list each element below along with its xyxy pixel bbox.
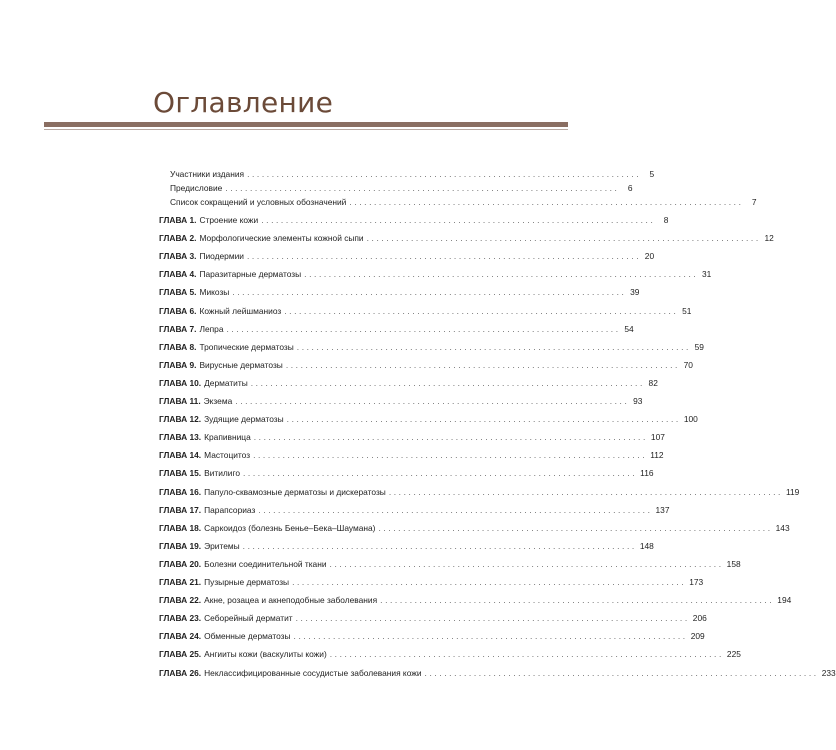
- toc-page-number: 6: [627, 183, 633, 193]
- toc-chapter-item[interactable]: [159, 666, 836, 680]
- toc-chapter-label: ГЛАВА 15.: [159, 468, 202, 479]
- toc-entry-title: Участники издания: [170, 169, 245, 179]
- toc-leader-dots: ................................................................................: [286, 414, 681, 425]
- toc-page-number: 7: [751, 197, 757, 207]
- toc-leader-dots: ................................................................................: [284, 305, 679, 316]
- toc-chapter-label: ГЛАВА 4.: [159, 269, 197, 280]
- toc-chapter-label: ГЛАВА 11.: [159, 396, 201, 406]
- toc-chapter-label: ГЛАВА 13.: [159, 432, 202, 443]
- toc-chapter-label: ГЛАВА 6.: [159, 305, 197, 316]
- toc-entry-title: Микозы: [199, 287, 230, 298]
- toc-chapter-item[interactable]: [159, 376, 658, 390]
- toc-chapter-label: ГЛАВА 8.: [159, 341, 197, 352]
- toc-chapter-label: ГЛАВА 17.: [159, 504, 202, 515]
- toc-chapter-item[interactable]: [159, 412, 698, 426]
- toc-front-item[interactable]: [170, 195, 757, 209]
- toc-leader-dots: ................................................................................: [349, 197, 744, 207]
- toc-page-number: 194: [777, 595, 792, 606]
- toc-chapter-label: ГЛАВА 10.: [159, 377, 202, 388]
- toc-entry-title: Папуло-сквамозные дерматозы и дискератозы: [204, 486, 386, 497]
- toc-chapter-label: ГЛАВА 3.: [159, 251, 197, 262]
- toc-entry-title: Саркоидоз (болезнь Бенье–Бека–Шаумана): [204, 522, 376, 533]
- toc-leader-dots: ................................................................................: [235, 396, 630, 406]
- toc-entry-title: Экзема: [203, 396, 233, 406]
- toc-leader-dots: ................................................................................: [225, 183, 620, 193]
- toc-page-number: 70: [683, 359, 693, 370]
- toc-leader-dots: ................................................................................: [250, 377, 645, 388]
- toc-page-number: 137: [655, 504, 670, 515]
- toc-entry-title: Дерматиты: [204, 377, 248, 388]
- toc-chapter-item[interactable]: [159, 340, 704, 354]
- toc-page-number: 148: [639, 540, 654, 551]
- toc-page-number: 59: [694, 341, 704, 352]
- toc-entry-title: Парапсориаз: [204, 504, 256, 515]
- toc-chapter-item[interactable]: [159, 448, 664, 462]
- toc-leader-dots: ................................................................................: [424, 667, 819, 678]
- toc-entry-title: Пузырные дерматозы: [204, 577, 290, 587]
- toc-entry-title: Обменные дерматозы: [204, 631, 291, 642]
- toc-entry-title: Строение кожи: [199, 215, 259, 225]
- toc-leader-dots: ................................................................................: [243, 468, 638, 479]
- toc-entry-title: Паразитарные дерматозы: [199, 269, 302, 280]
- toc-leader-dots: ................................................................................: [329, 649, 724, 660]
- toc-entry-title: Вирусные дерматозы: [199, 359, 283, 370]
- toc-page-number: 100: [683, 414, 698, 425]
- toc-chapter-item[interactable]: [159, 231, 774, 245]
- toc-page-number: 93: [633, 396, 643, 406]
- toc-entry-title: Предисловие: [170, 183, 223, 193]
- toc-chapter-label: ГЛАВА 14.: [159, 450, 202, 461]
- toc-page-number: 206: [692, 613, 707, 624]
- toc-chapter-item[interactable]: [159, 539, 654, 553]
- toc-leader-dots: ................................................................................: [258, 504, 653, 515]
- toc-entry-title: Лепра: [199, 323, 224, 334]
- toc-entry-title: Неклассифицированные сосудистые заболевания кожи: [204, 667, 422, 678]
- toc-chapter-item[interactable]: [159, 557, 741, 571]
- toc-entry-title: Эритемы: [204, 540, 240, 551]
- toc-leader-dots: ................................................................................: [226, 323, 621, 334]
- toc-chapter-item[interactable]: [159, 285, 640, 299]
- toc-entry-title: Кожный лейшманиоз: [199, 305, 282, 316]
- toc-page-number: 119: [785, 486, 800, 497]
- toc-page-number: 8: [663, 215, 669, 225]
- page-title: Оглавление: [153, 86, 334, 119]
- toc-leader-dots: ................................................................................: [296, 341, 691, 352]
- toc-chapter-label: ГЛАВА 18.: [159, 522, 202, 533]
- toc-page-number: 173: [689, 577, 704, 587]
- toc-chapter-item[interactable]: [159, 593, 792, 607]
- toc-chapter-label: ГЛАВА 21.: [159, 577, 202, 587]
- toc-chapter-label: ГЛАВА 26.: [159, 667, 202, 678]
- toc-entry-title: Мастоцитоз: [204, 450, 251, 461]
- toc-front-item[interactable]: [170, 181, 633, 195]
- toc-page-number: 39: [630, 287, 640, 298]
- toc-chapter-item[interactable]: [159, 503, 670, 517]
- toc-chapter-item[interactable]: [159, 629, 705, 643]
- toc-chapter-label: ГЛАВА 19.: [159, 540, 202, 551]
- toc-page-number: 225: [726, 649, 741, 660]
- toc-chapter-item[interactable]: [159, 213, 669, 227]
- toc-chapter-item[interactable]: [159, 485, 800, 499]
- toc-chapter-label: ГЛАВА 16.: [159, 486, 202, 497]
- toc-entry-title: Себорейный дерматит: [204, 613, 293, 624]
- toc-chapter-label: ГЛАВА 2.: [159, 233, 197, 244]
- toc-leader-dots: ................................................................................: [295, 613, 690, 624]
- toc-entry-title: Витилиго: [204, 468, 240, 479]
- toc-leader-dots: ................................................................................: [253, 450, 648, 461]
- toc-leader-dots: ................................................................................: [232, 287, 627, 298]
- toc-leader-dots: ................................................................................: [246, 251, 642, 262]
- toc-leader-dots: ................................................................................: [304, 269, 699, 280]
- toc-chapter-label: ГЛАВА 20.: [159, 558, 202, 569]
- toc-page-number: 20: [644, 251, 655, 262]
- toc-page-number: 82: [648, 377, 658, 388]
- toc-chapter-label: ГЛАВА 24.: [159, 631, 202, 642]
- toc-entry-title: Пиодермии: [199, 251, 244, 262]
- toc-front-item[interactable]: [170, 167, 655, 181]
- toc-entry-title: Крапивница: [204, 432, 251, 443]
- toc-leader-dots: ................................................................................: [378, 522, 773, 533]
- toc-chapter-item[interactable]: [159, 249, 655, 263]
- toc-chapter-label: ГЛАВА 1.: [159, 215, 197, 225]
- toc-chapter-label: ГЛАВА 22.: [159, 595, 202, 606]
- toc-chapter-item[interactable]: [159, 304, 692, 318]
- toc-page-number: 112: [650, 450, 664, 461]
- toc-entry-title: Болезни соединительной ткани: [204, 558, 327, 569]
- toc-chapter-label: ГЛАВА 7.: [159, 323, 197, 334]
- toc-leader-dots: ................................................................................: [366, 233, 761, 244]
- toc-chapter-label: ГЛАВА 25.: [159, 649, 202, 660]
- toc-entry-title: Список сокращений и условных обозначений: [170, 197, 347, 207]
- toc-chapter-item[interactable]: [159, 358, 693, 372]
- toc-leader-dots: ................................................................................: [388, 486, 783, 497]
- toc-chapter-item[interactable]: [159, 521, 790, 535]
- toc-entry-title: Зудящие дерматозы: [204, 414, 284, 425]
- toc-chapter-label: ГЛАВА 9.: [159, 359, 197, 370]
- toc-page-number: 5: [649, 169, 655, 179]
- toc-page-number: 116: [640, 468, 654, 479]
- toc-chapter-item[interactable]: [159, 394, 643, 408]
- toc-entry-title: Морфологические элементы кожной сыпи: [199, 233, 364, 244]
- toc-chapter-item[interactable]: [159, 322, 634, 336]
- toc-leader-dots: ................................................................................: [285, 359, 680, 370]
- toc-leader-dots: ................................................................................: [253, 432, 648, 443]
- toc-chapter-item[interactable]: [159, 430, 665, 444]
- toc-chapter-label: ГЛАВА 12.: [159, 414, 202, 425]
- toc-page-number: 51: [682, 305, 692, 316]
- toc-page-number: 107: [650, 432, 665, 443]
- toc-page-number: 143: [775, 522, 790, 533]
- toc-page-number: 233: [821, 667, 836, 678]
- toc-leader-dots: ................................................................................: [380, 595, 775, 606]
- toc-chapter-item[interactable]: [159, 575, 704, 589]
- toc-chapter-label: ГЛАВА 5.: [159, 287, 197, 298]
- toc-leader-dots: ................................................................................: [261, 215, 656, 225]
- toc-leader-dots: ................................................................................: [293, 631, 688, 642]
- toc-entry-title: Акне, розацеа и акнеподобные заболевания: [204, 595, 378, 606]
- toc-page-number: 12: [764, 233, 774, 244]
- toc-leader-dots: ................................................................................: [247, 169, 642, 179]
- toc-page-number: 158: [726, 558, 741, 569]
- toc-entry-title: Тропические дерматозы: [199, 341, 294, 352]
- toc-chapter-item[interactable]: [159, 466, 654, 480]
- toc-chapter-item[interactable]: [159, 647, 741, 661]
- toc-page-number: 54: [624, 323, 634, 334]
- toc-page-number: 31: [702, 269, 712, 280]
- toc-chapter-item[interactable]: [159, 611, 707, 625]
- toc-page-number: 209: [690, 631, 705, 642]
- toc-entry-title: Ангииты кожи (васкулиты кожи): [204, 649, 327, 660]
- toc-leader-dots: ................................................................................: [329, 558, 724, 569]
- toc-chapter-label: ГЛАВА 23.: [159, 613, 202, 624]
- toc-leader-dots: ................................................................................: [242, 540, 637, 551]
- toc-chapter-item[interactable]: [159, 267, 712, 281]
- toc-leader-dots: ................................................................................: [292, 577, 687, 587]
